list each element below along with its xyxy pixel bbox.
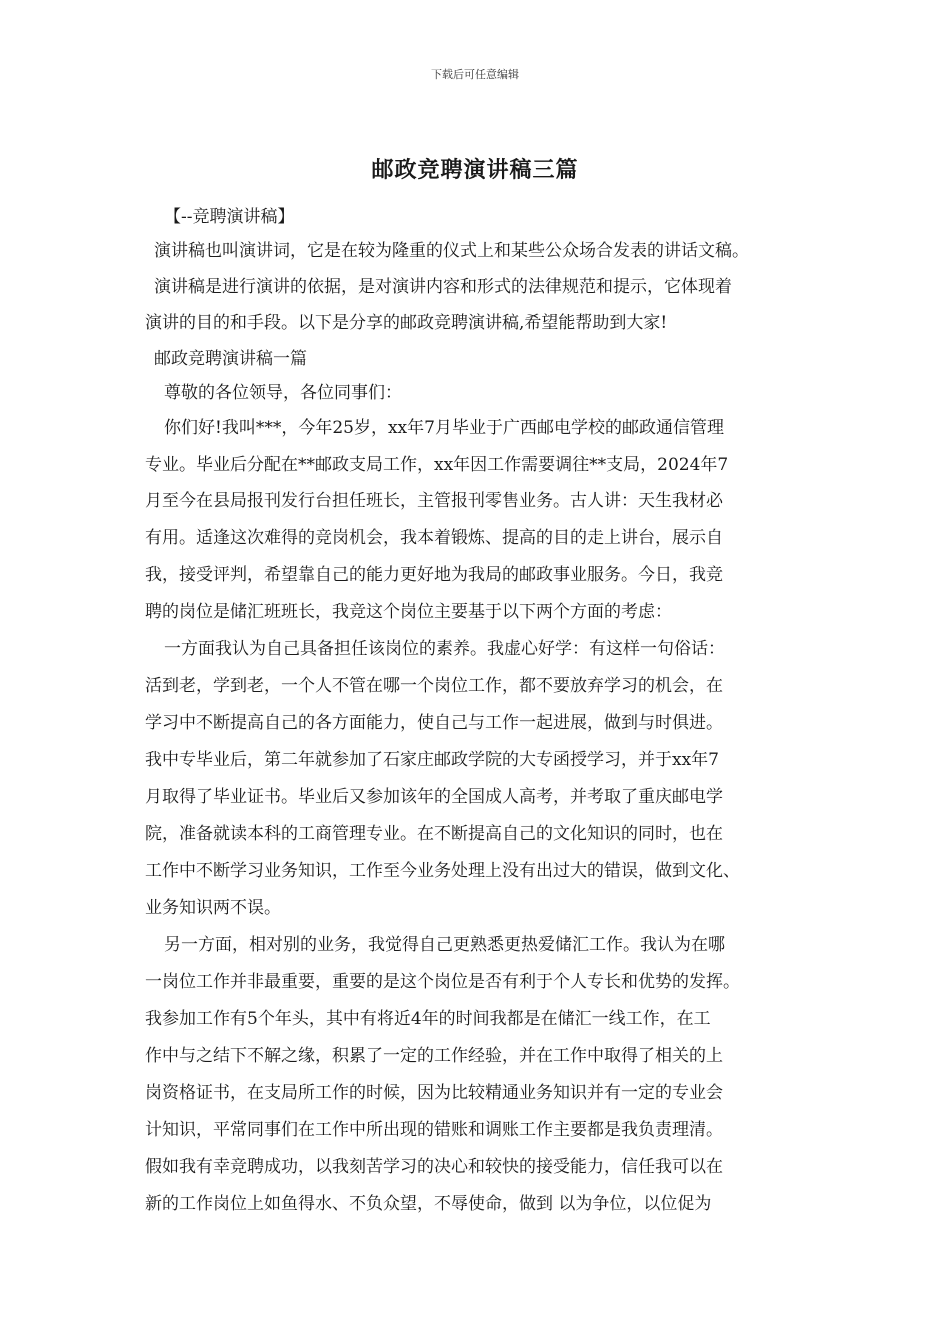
paragraph-line: 我参加工作有5个年头，其中有将近4年的时间我都是在储汇一线工作，在工 (145, 1009, 711, 1029)
paragraph-line: 计知识，平常同事们在工作中所出现的错账和调账工作主要都是我负责理清。 (145, 1120, 723, 1140)
paragraph-line: 有用。适逢这次难得的竞岗机会，我本着锻炼、提高的目的走上讲台，展示自 (145, 528, 723, 548)
paragraph-line: 活到老，学到老，一个人不管在哪一个岗位工作，都不要放弃学习的机会，在 (145, 676, 723, 696)
paragraph-line: 作中与之结下不解之缘，积累了一定的工作经验，并在工作中取得了相关的上 (145, 1046, 723, 1066)
paragraph-line: 专业。毕业后分配在**邮政支局工作，xx年因工作需要调往**支局，2024年7 (145, 455, 729, 475)
paragraph-line: 我，接受评判，希望靠自己的能力更好地为我局的邮政事业服务。今日，我竞 (145, 565, 723, 585)
paragraph-line: 岗资格证书，在支局所工作的时候，因为比较精通业务知识并有一定的专业会 (145, 1083, 723, 1103)
paragraph-line: 学习中不断提高自己的各方面能力，使自己与工作一起进展，做到与时俱进。 (145, 713, 723, 733)
paragraph-line: 演讲的目的和手段。以下是分享的邮政竞聘演讲稿,希望能帮助到大家! (145, 313, 668, 333)
paragraph-line: 另一方面，相对别的业务，我觉得自己更熟悉更热爱储汇工作。我认为在哪 (164, 935, 725, 955)
paragraph-line: 月至今在县局报刊发行台担任班长，主管报刊零售业务。古人讲：天生我材必 (145, 491, 723, 511)
section-tag: 【--竞聘演讲稿】 (164, 207, 295, 227)
paragraph-line: 演讲稿是进行演讲的依据，是对演讲内容和形式的法律规范和提示，它体现着 (154, 277, 732, 297)
paragraph-line: 聘的岗位是储汇班班长，我竞这个岗位主要基于以下两个方面的考虑： (145, 602, 672, 622)
paragraph-line: 演讲稿也叫演讲词，它是在较为隆重的仪式上和某些公众场合发表的讲话文稿。 (154, 241, 749, 261)
salutation: 尊敬的各位领导，各位同事们： (164, 383, 402, 403)
document-title: 邮政竞聘演讲稿三篇 (371, 157, 579, 183)
paragraph-line: 一方面我认为自己具备担任该岗位的素养。我虚心好学：有这样一句俗话： (164, 639, 725, 659)
paragraph-line: 月取得了毕业证书。毕业后又参加该年的全国成人高考，并考取了重庆邮电学 (145, 787, 723, 807)
paragraph-line: 我中专毕业后，第二年就参加了石家庄邮政学院的大专函授学习，并于xx年7 (145, 750, 719, 770)
page-header: 下载后可任意编辑 (431, 68, 519, 81)
paragraph-line: 工作中不断学习业务知识，工作至今业务处理上没有出过大的错误，做到文化、 (145, 861, 740, 881)
paragraph-line: 一岗位工作并非最重要，重要的是这个岗位是否有利于个人专长和优势的发挥。 (145, 972, 740, 992)
paragraph-line: 业务知识两不误。 (145, 898, 281, 918)
paragraph-line: 你们好!我叫***，今年25岁，xx年7月毕业于广西邮电学校的邮政通信管理 (164, 418, 724, 438)
paragraph-line: 假如我有幸竞聘成功，以我刻苦学习的决心和较快的接受能力，信任我可以在 (145, 1157, 723, 1177)
section-heading: 邮政竞聘演讲稿一篇 (154, 349, 307, 369)
paragraph-line: 新的工作岗位上如鱼得水、不负众望，不辱使命，做到 以为争位，以位促为 (145, 1194, 712, 1214)
paragraph-line: 院，准备就读本科的工商管理专业。在不断提高自己的文化知识的同时，也在 (145, 824, 723, 844)
